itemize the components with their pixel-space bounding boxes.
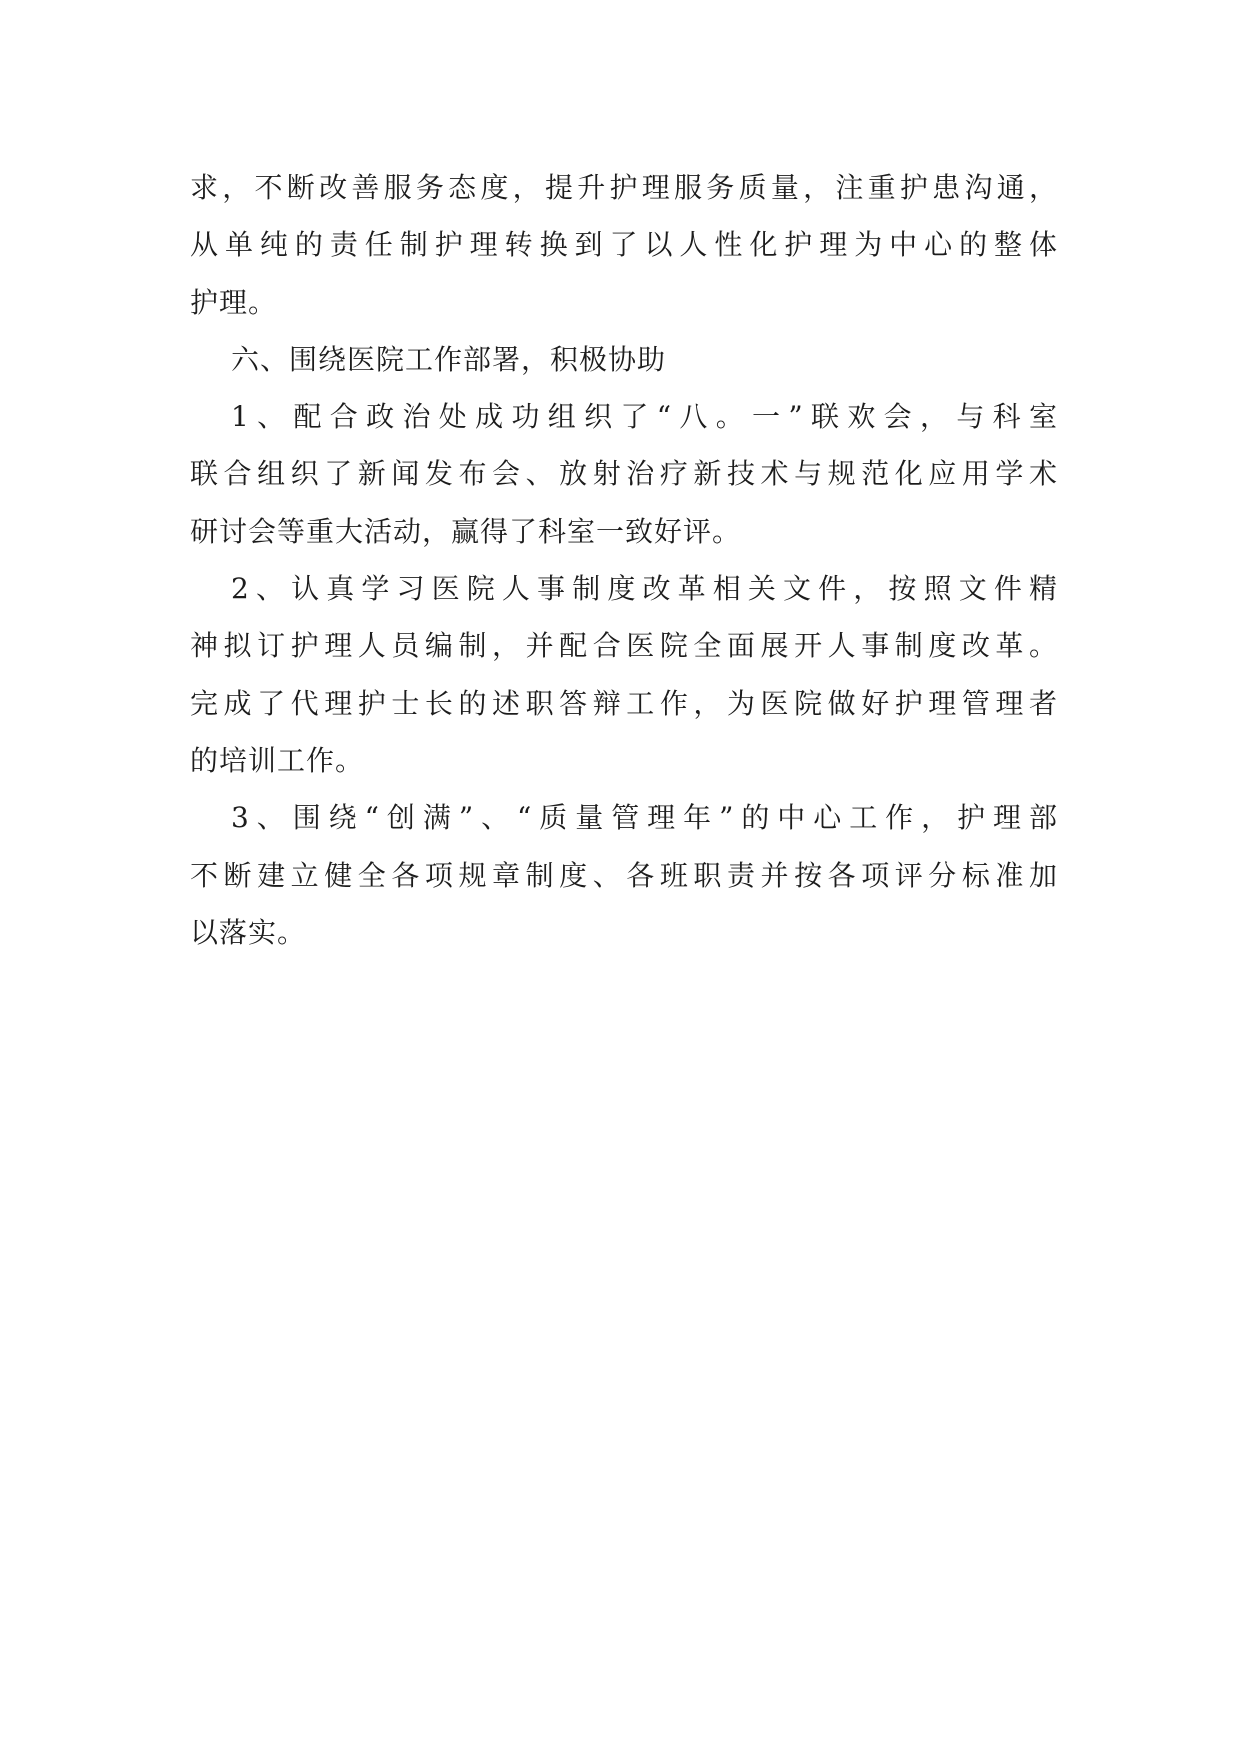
- text-line: 2、认真学习医院人事制度改革相关文件，按照文件精: [231, 572, 1058, 606]
- paragraph: [190, 789, 1058, 961]
- text-line: 3、围绕“创满”、“质量管理年”的中心工作，护理部: [231, 801, 1058, 835]
- paragraph: [190, 159, 1058, 331]
- paragraph: [190, 560, 1058, 789]
- text-line: 护理。: [190, 285, 278, 319]
- text-line: 1、配合政治处成功组织了“八。一”联欢会，与科室: [231, 400, 1058, 434]
- text-line: 的培训工作。: [190, 743, 365, 777]
- document-body: [190, 159, 1058, 961]
- text-line: 研讨会等重大活动，赢得了科室一致好评。: [190, 514, 742, 548]
- section-heading: [190, 331, 1058, 388]
- text-line: 完成了代理护士长的述职答辩工作，为医院做好护理管理者: [190, 686, 1058, 720]
- section-heading-text: 六、围绕医院工作部署，积极协助: [231, 342, 667, 376]
- text-line: 以落实。: [190, 915, 307, 949]
- text-line: 不断建立健全各项规章制度、各班职责并按各项评分标准加: [190, 858, 1058, 892]
- text-line: 神拟订护理人员编制，并配合医院全面展开人事制度改革。: [190, 629, 1058, 663]
- text-line: 从单纯的责任制护理转换到了以人性化护理为中心的整体: [190, 228, 1058, 262]
- text-line: 联合组织了新闻发布会、放射治疗新技术与规范化应用学术: [190, 457, 1058, 491]
- paragraph: [190, 388, 1058, 560]
- text-line: 求，不断改善服务态度，提升护理服务质量，注重护患沟通，: [190, 171, 1058, 204]
